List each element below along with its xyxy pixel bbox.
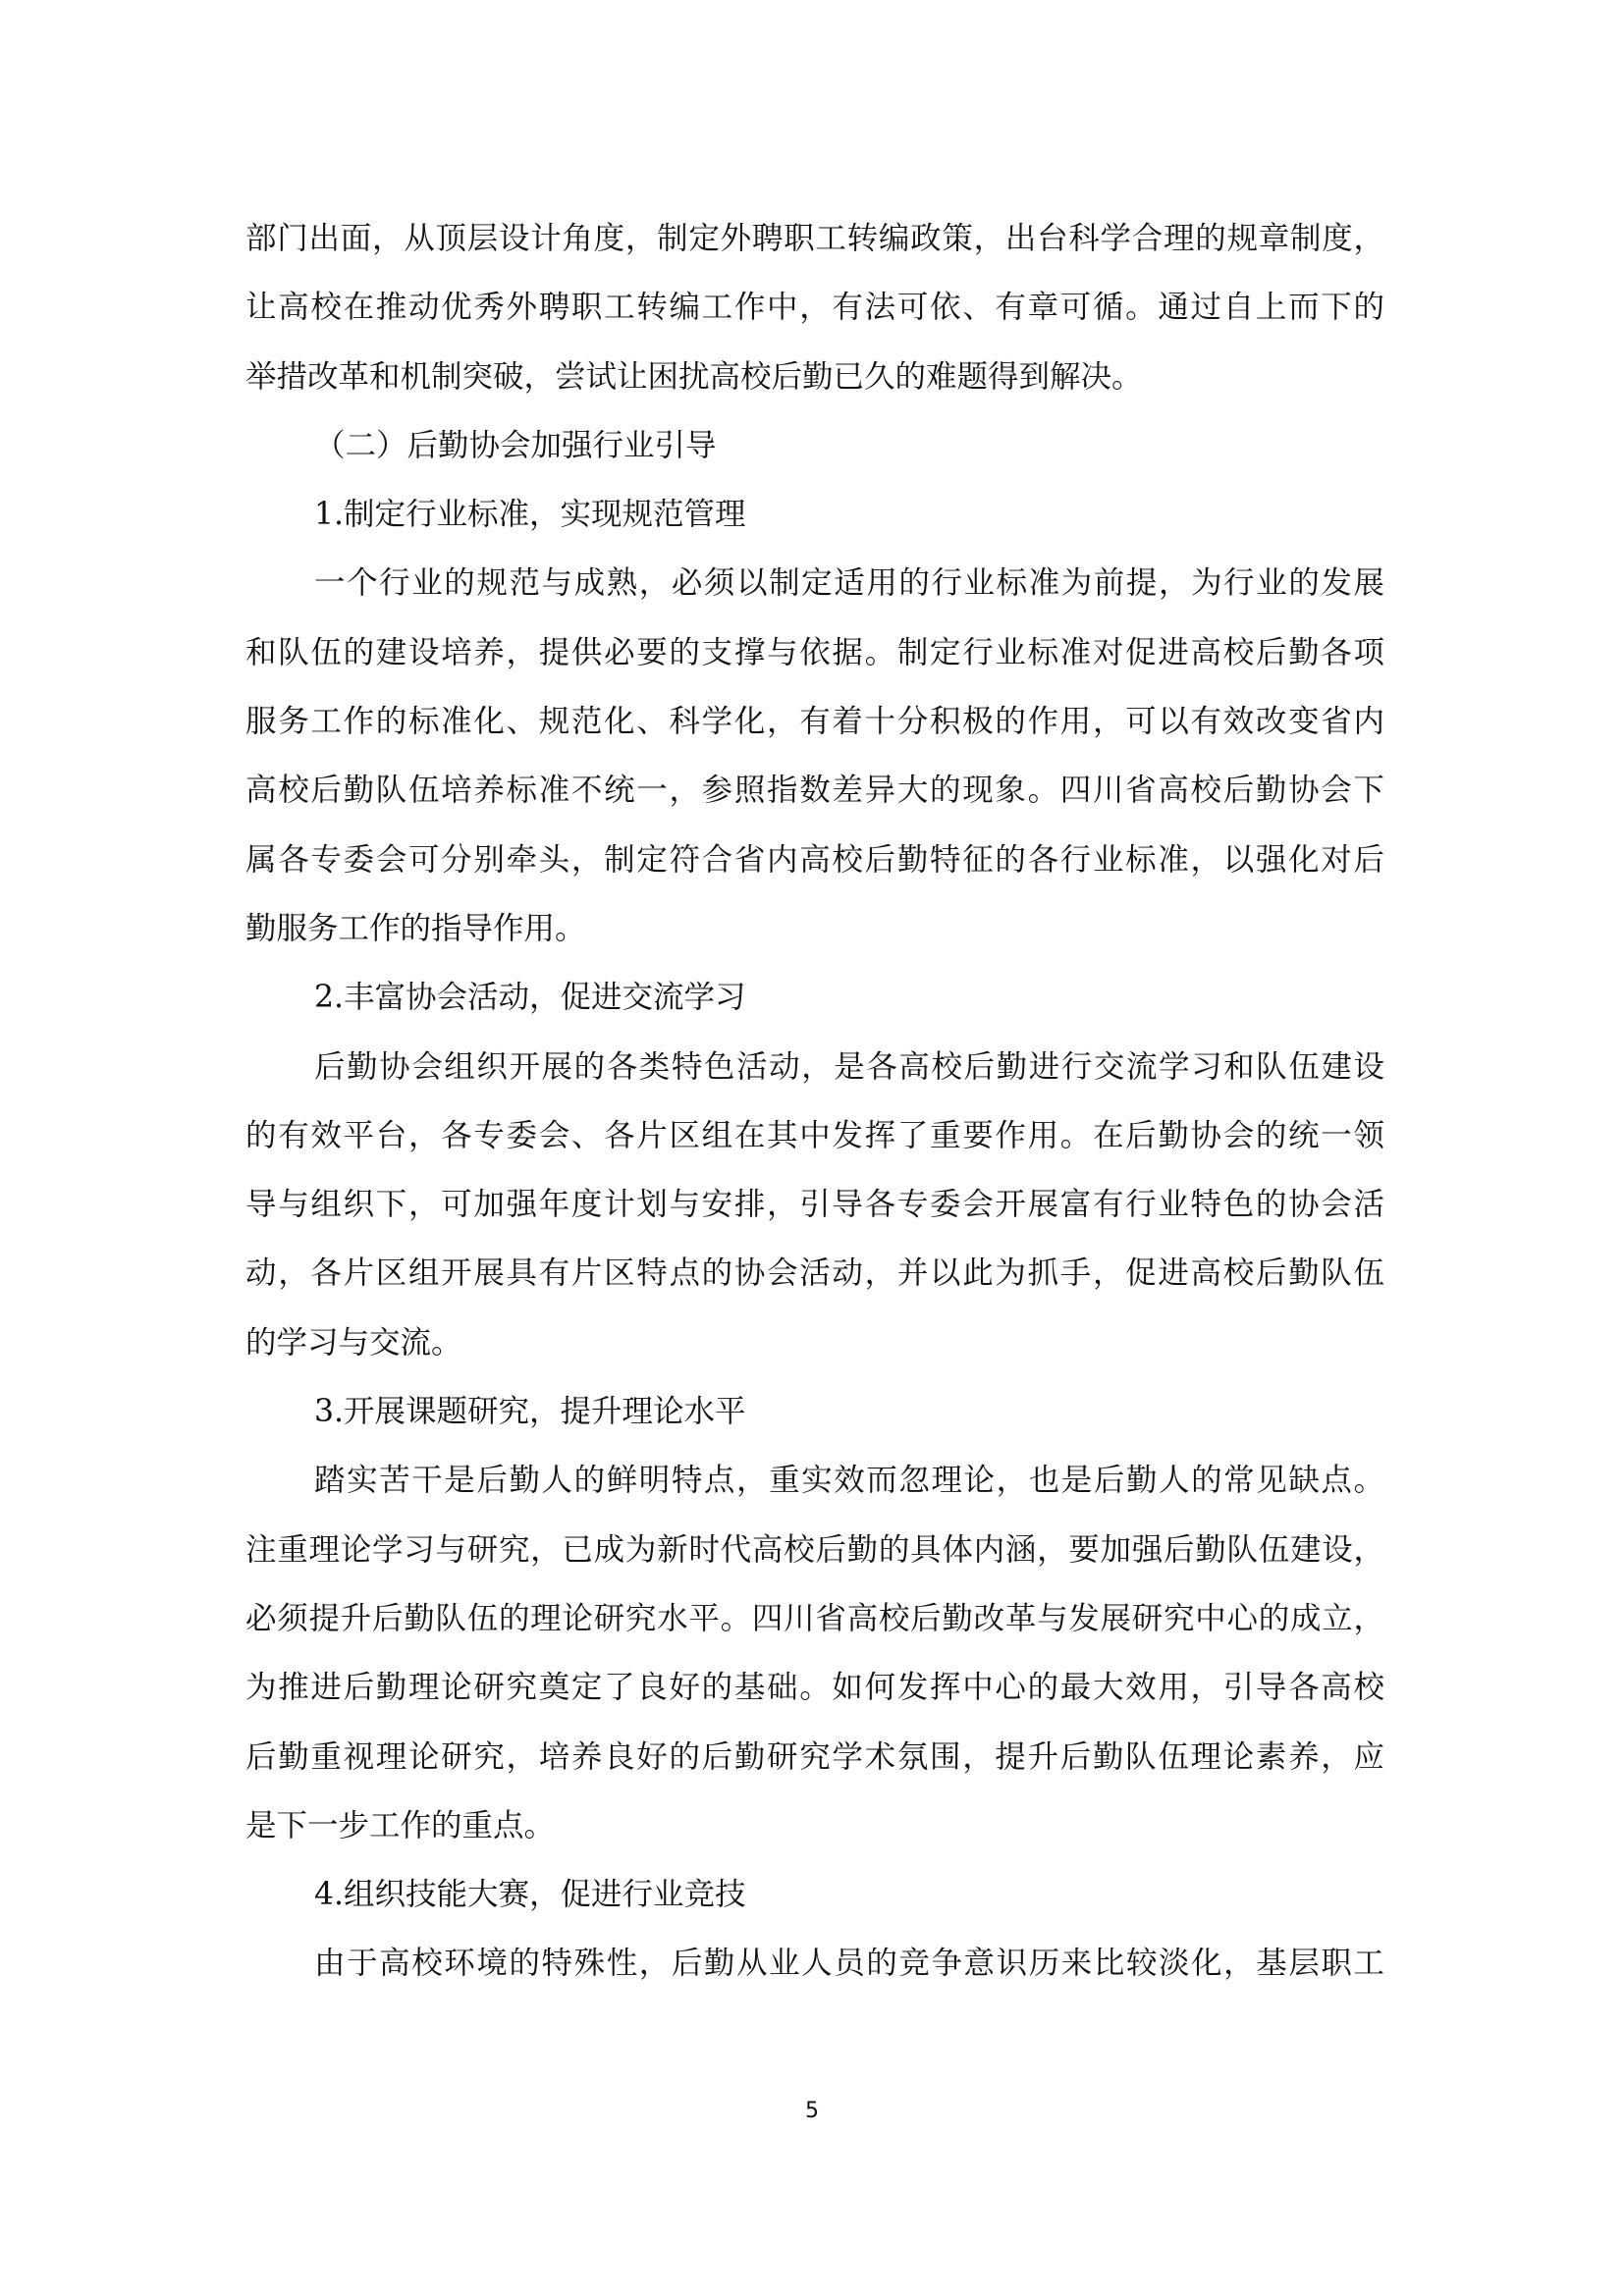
body-text (245, 204, 1384, 1999)
paragraph-line: 动，各片区组开展具有片区特点的协会活动，并以此为抓手，促进高校后勤队伍 (245, 1255, 1384, 1292)
section-heading: （二）后勤协会加强行业引导 (314, 427, 717, 463)
subsection-heading: 4.组织技能大赛，促进行业竞技 (314, 1877, 746, 1913)
paragraph-line: 一个行业的规范与成熟，必须以制定适用的行业标准为前提，为行业的发展 (314, 565, 1384, 602)
paragraph-line: 注重理论学习与研究，已成为新时代高校后勤的具体内涵，要加强后勤队伍建设， (245, 1531, 1384, 1568)
paragraph-line: 由于高校环境的特殊性，后勤从业人员的竞争意识历来比较淡化，基层职工 (314, 1946, 1384, 1982)
paragraph-line: 必须提升后勤队伍的理论研究水平。四川省高校后勤改革与发展研究中心的成立， (245, 1600, 1384, 1636)
subsection-heading: 1.制定行业标准，实现规范管理 (314, 497, 746, 533)
paragraph-line: 服务工作的标准化、规范化、科学化，有着十分积极的作用，可以有效改变省内 (245, 704, 1384, 740)
paragraph-line: 后勤重视理论研究，培养良好的后勤研究学术氛围，提升后勤队伍理论素养，应 (245, 1738, 1384, 1775)
paragraph-line: 踏实苦干是后勤人的鲜明特点，重实效而忽理论，也是后勤人的常见缺点。 (314, 1463, 1384, 1499)
paragraph-line: 的学习与交流。 (245, 1324, 462, 1361)
paragraph-line: 的有效平台，各专委会、各片区组在其中发挥了重要作用。在后勤协会的统一领 (245, 1117, 1384, 1153)
paragraph-line: 和队伍的建设培养，提供必要的支撑与依据。制定行业标准对促进高校后勤各项 (245, 634, 1384, 670)
paragraph-line: 后勤协会组织开展的各类特色活动，是各高校后勤进行交流学习和队伍建设 (314, 1048, 1384, 1085)
paragraph-line: 高校后勤队伍培养标准不统一，参照指数差异大的现象。四川省高校后勤协会下 (245, 773, 1384, 809)
paragraph-line: 举措改革和机制突破，尝试让困扰高校后勤已久的难题得到解决。 (245, 358, 1143, 395)
paragraph-line: 部门出面，从顶层设计角度，制定外聘职工转编政策，出台科学合理的规章制度， (245, 221, 1384, 256)
paragraph-line: 是下一步工作的重点。 (245, 1807, 556, 1843)
page-number: 5 (805, 2099, 819, 2123)
paragraph-line: 勤服务工作的指导作用。 (245, 910, 586, 946)
subsection-heading: 2.丰富协会活动，促进交流学习 (314, 980, 746, 1016)
paragraph-line: 导与组织下，可加强年度计划与安排，引导各专委会开展富有行业特色的协会活 (245, 1187, 1384, 1223)
paragraph-line: 为推进后勤理论研究奠定了良好的基础。如何发挥中心的最大效用，引导各高校 (245, 1670, 1384, 1706)
subsection-heading: 3.开展课题研究，提升理论水平 (314, 1394, 746, 1430)
paragraph-line: 属各专委会可分别牵头，制定符合省内高校后勤特征的各行业标准，以强化对后 (245, 841, 1384, 878)
paragraph-line: 让高校在推动优秀外聘职工转编工作中，有法可依、有章可循。通过自上而下的 (245, 290, 1384, 326)
